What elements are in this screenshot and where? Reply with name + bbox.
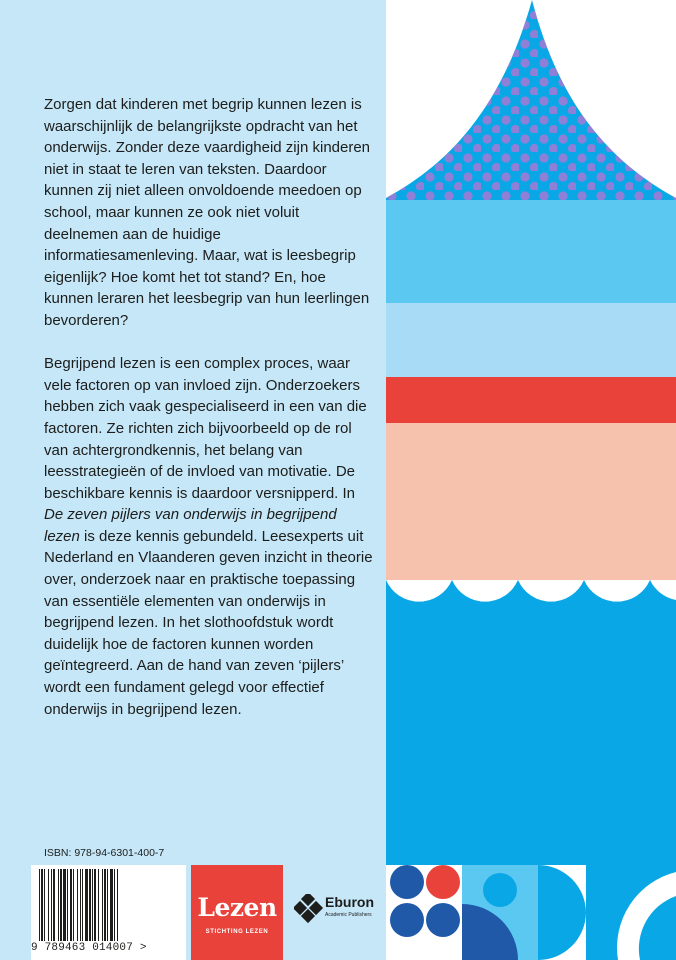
stripe-light-blue xyxy=(386,200,676,303)
barcode-bar xyxy=(117,869,118,941)
barcode-bar xyxy=(73,869,74,941)
circle-blue xyxy=(483,873,517,907)
isbn-label: ISBN: 978-94-6301-400-7 xyxy=(44,847,165,859)
barcode-bar xyxy=(85,869,88,941)
eburon-logo-subtitle: Academic Publishers xyxy=(325,912,372,918)
eburon-mark-icon xyxy=(294,894,324,924)
barcode-bar xyxy=(107,869,108,941)
barcode-bar xyxy=(53,869,55,941)
barcode-digits: 9 789463 014007 > xyxy=(31,942,147,954)
blurb-p2-start: Begrijpend lezen is een complex proces, waar vele factoren op van invloed zijn. Onderzoekers hebben zich vaak gespecialiseerd in een van die factoren. Ze richten zich bijvoorbeeld op de rol van achtergrondkennis, het belang van leesstrategieën of de invloed van motivatie. De beschikbare kennis is daardoor versnipperd. In xyxy=(44,355,367,502)
stripe-pale-blue xyxy=(386,303,676,377)
barcode-bars xyxy=(37,869,192,945)
eburon-logo xyxy=(294,890,386,930)
stripe-peach xyxy=(386,423,676,580)
blurb-p2-end: is deze kennis gebundeld. Leesexperts uit Nederland en Vlaanderen geven inzicht in theorie over, onderzoek naar en praktische toepassing van essentiële elementen van onderwijs in begrijpend lezen. In het slothoofdstuk wordt duidelijk hoe de factoren kunnen worden geïntegreerd. Aan de hand van zeven ‘pijlers’ wordt een fundament gelegd voor effectief onderwijs in begrijpend lezen. xyxy=(44,527,373,718)
circle-red-1 xyxy=(426,865,460,899)
lezen-logo-word: Lezen xyxy=(197,893,277,922)
barcode-bar xyxy=(63,869,66,941)
barcode-bar xyxy=(98,869,99,941)
lezen-logo xyxy=(191,865,283,960)
barcode-bar xyxy=(60,869,62,941)
lezen-logo-subtitle: STICHTING LEZEN xyxy=(205,929,269,935)
barcode-bar xyxy=(110,869,113,941)
blurb-paragraph-1: Zorgen dat kinderen met begrip kunnen lezen is waarschijnlijk de belangrijkste opdracht van het onderwijs. Zonder deze vaardigheid zijn kinderen niet in staat te leren van teksten. Daardoor kunnen zij niet alleen onvoldoende meedoen op school, maar kunnen ze ook niet voluit deelnemen aan de huidige informatiesamenleving. Maar, wat is leesbegrip eigenlijk? Hoe komt het tot stand? En, hoe kunnen leraren het leesbegrip van hun leerlingen bevorderen? xyxy=(44,96,371,329)
circle-navy-3 xyxy=(426,903,460,937)
barcode-bar xyxy=(58,869,59,941)
barcode-bar xyxy=(51,869,52,941)
blurb-paragraph-2 xyxy=(44,353,374,720)
barcode-bar xyxy=(80,869,81,941)
eburon-logo-name: Eburon xyxy=(325,894,374,910)
barcode-bar xyxy=(41,869,43,941)
barcode-bar xyxy=(67,869,68,941)
barcode-bar xyxy=(92,869,93,941)
circle-navy-2 xyxy=(390,903,424,937)
barcode-bar xyxy=(39,869,40,941)
barcode-bar xyxy=(70,869,72,941)
barcode-bar xyxy=(89,869,91,941)
blurb-text xyxy=(44,94,374,742)
barcode-bar xyxy=(44,869,45,941)
barcode-bar xyxy=(114,869,115,941)
barcode-bar xyxy=(82,869,83,941)
barcode-bar xyxy=(77,869,78,941)
scalloped-body xyxy=(386,580,676,865)
barcode-bar xyxy=(104,869,106,941)
barcode-bar xyxy=(102,869,103,941)
book-title: De zeven pijlers van onderwijs in begrijpend lezen xyxy=(44,506,337,545)
stripe-red xyxy=(386,377,676,423)
circle-navy-1 xyxy=(390,865,424,899)
cover-illustration xyxy=(386,0,676,960)
barcode-bar xyxy=(48,869,49,941)
barcode-bar xyxy=(94,869,96,941)
